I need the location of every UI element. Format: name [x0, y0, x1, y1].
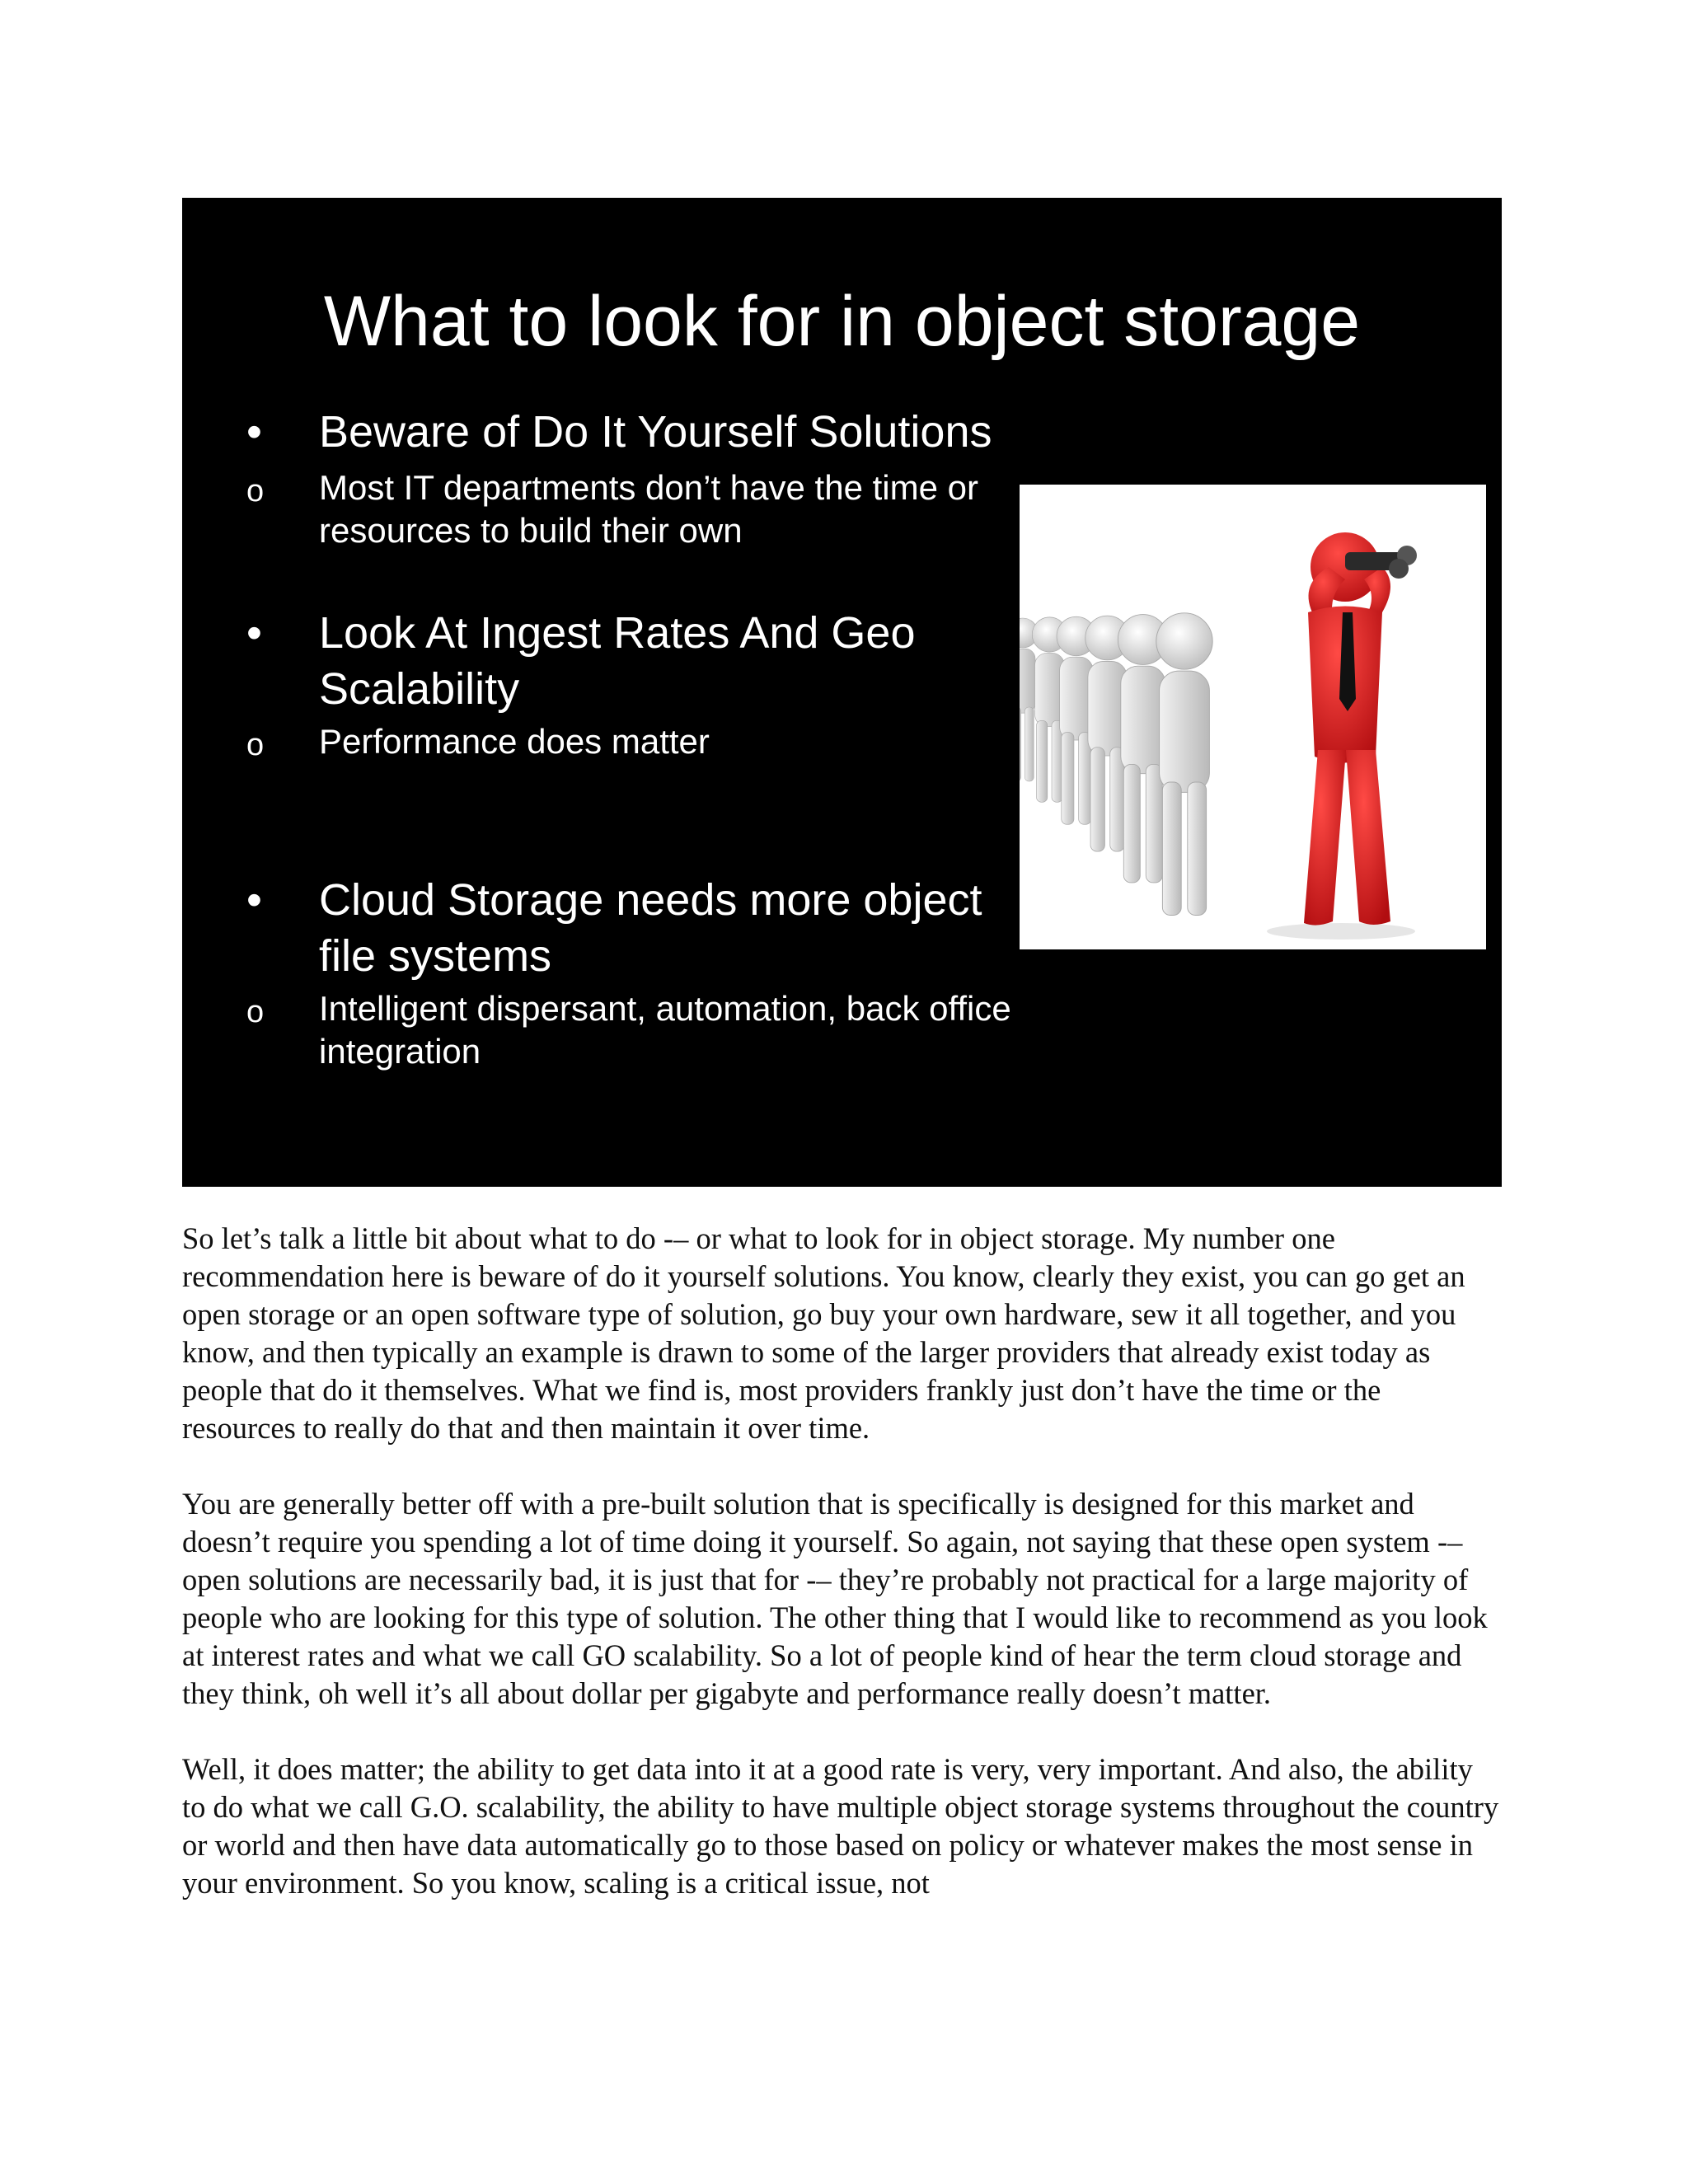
bullet-heading: Look At Ingest Rates And Geo Scalability: [319, 608, 916, 714]
transcript-paragraph-2: You are generally better off with a pre-built solution that is specifically is designed for this market and doesn’t require you spending a lot of time doing it yourself. So again, not saying that these open system -– open solutions are necessarily bad, it is just that for -– they’re probably not practical for a large majority of people who are looking for this type of solution. The other thing that I would like to recommend as you look at interest rates and what we call GO scalability. So a lot of people kind of hear the term cloud storage and they think, oh well it’s all about dollar per gigabyte and performance really doesn’t matter.: [182, 1487, 1488, 1710]
bullet-heading: Cloud Storage needs more object file systems: [319, 875, 982, 981]
bullet-marker: •: [246, 407, 262, 457]
bullet-marker: •: [246, 875, 262, 925]
bullet-heading: Beware of Do It Yourself Solutions: [319, 407, 992, 457]
sub-bullet-text: Performance does matter: [319, 722, 710, 761]
bullet-marker: •: [246, 608, 262, 658]
sub-bullet-text: Intelligent dispersant, automation, back office integration: [319, 989, 1011, 1071]
sub-bullet-marker: o: [246, 728, 265, 762]
transcript-paragraph-1: So let’s talk a little bit about what to do -– or what to look for in object storage. My number one recommendation here is beware of do it yourself solutions. You know, clearly they exist, you can go get an open storage or an open software type of solution, go buy your own hardware, sew it all together, and you know, and then typically an example is drawn to some of the larger providers that already exist today as people that do it themselves. What we find is, most providers frankly just don’t have the time or the resources to really do that and then maintain it over time.: [182, 1221, 1465, 1445]
slide-title: What to look for in object storage: [323, 282, 1361, 361]
sub-bullet-marker: o: [246, 995, 265, 1029]
transcript-paragraph-3: Well, it does matter; the ability to get data into it at a good rate is very, very important. And also, the ability to do what we call G.O. scalability, the ability to have multiple object storage systems throughout the country or world and then have data automatically go to those based on policy or whatever makes the most sense in your environment. So you know, scaling is a critical issue, not: [182, 1752, 1499, 1900]
sub-bullet-text: Most IT departments don’t have the time or resources to build their own: [319, 468, 978, 550]
sub-bullet-marker: o: [246, 474, 265, 509]
transcript: [182, 1220, 1502, 1940]
presentation-slide: [182, 198, 1502, 1187]
figure-with-binoculars-image: [1020, 485, 1486, 949]
